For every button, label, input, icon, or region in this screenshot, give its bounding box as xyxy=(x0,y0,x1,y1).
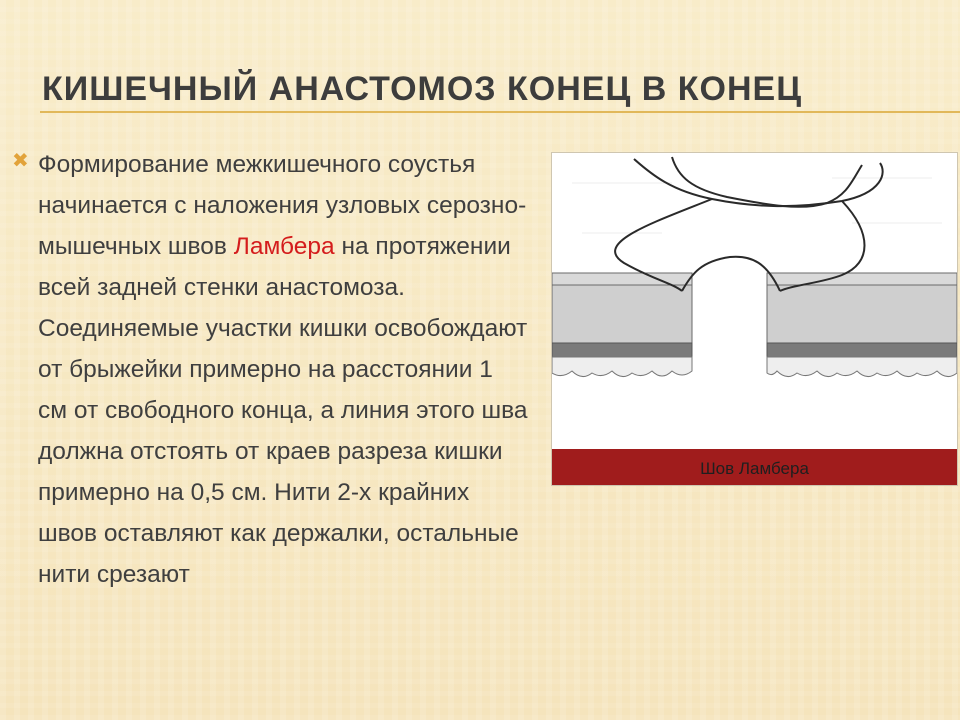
left-bowel-wall xyxy=(552,273,692,377)
figure-caption-bar xyxy=(552,449,957,485)
lambert-suture-figure xyxy=(551,152,958,486)
x-mark-bullet-icon: ✖ xyxy=(12,150,29,172)
figure-caption: Шов Ламбера xyxy=(700,459,809,478)
suture-diagram xyxy=(552,153,957,449)
paragraph-text-after: на протяжении всей задней стенки анастомоза. Соединяемые участки кишки освобождают от брыжейки примерно на расстоянии 1 см от свободного конца, а линия этого шва должна отстоять от краев разреза кишки примерно на 0,5 см. Нити 2-х крайних швов оставляют как держалки, остальные нити срезают xyxy=(38,233,528,588)
slide-title: КИШЕЧНЫЙ АНАСТОМОЗ КОНЕЦ В КОНЕЦ xyxy=(42,70,803,108)
right-bowel-wall xyxy=(767,273,957,377)
body-paragraph xyxy=(38,144,528,595)
suture-thread xyxy=(615,157,883,291)
lambert-highlight: Ламбера xyxy=(233,233,335,260)
title-underline xyxy=(40,111,960,113)
paragraph-text-before: Формирование межкишечного соустья начинается с наложения узловых серозно-мышечных швов xyxy=(38,151,527,260)
